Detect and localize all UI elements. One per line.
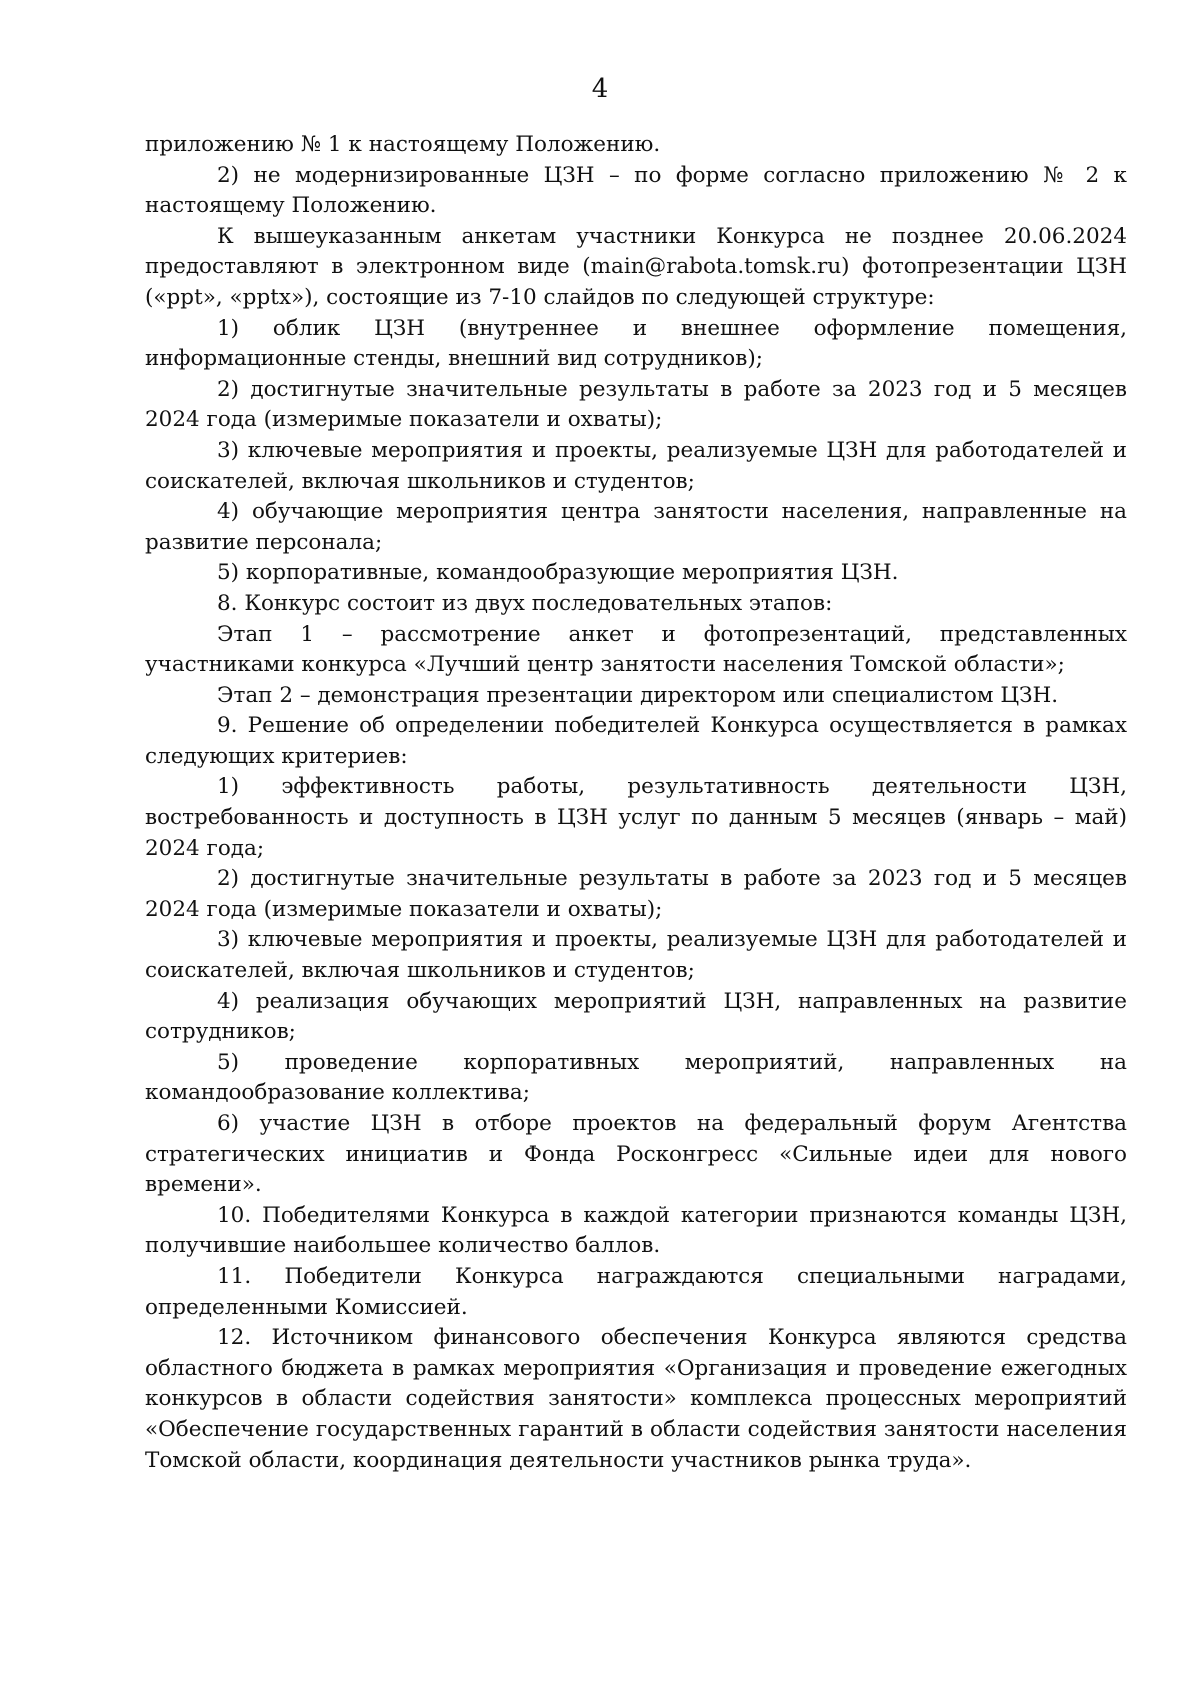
paragraph: приложению № 1 к настоящему Положению. — [145, 132, 661, 157]
list-item: 5) проведение корпоративных мероприятий, направленных на командообразование коллектива; — [145, 1049, 1127, 1106]
paragraph: 12. Источником финансового обеспечения Конкурса являются средства областного бюджета в рамках мероприятия «Организация и проведение ежегодных конкурсов в области содействия занятости» комплекса процессных мероприятий «Обеспечение государственных гарантий в области содействия занятости населения Томской области, координация деятельности участников рынка труда». — [145, 1325, 1127, 1473]
list-item: 3) ключевые мероприятия и проекты, реализуемые ЦЗН для работодателей и соискателей, включая школьников и студентов; — [145, 437, 1127, 494]
list-item: 3) ключевые мероприятия и проекты, реализуемые ЦЗН для работодателей и соискателей, включая школьников и студентов; — [145, 927, 1127, 984]
list-item: 1) эффективность работы, результативность деятельности ЦЗН, востребованность и доступность в ЦЗН услуг по данным 5 месяцев (январь – май) 2024 года; — [145, 774, 1127, 861]
paragraph: 9. Решение об определении победителей Конкурса осуществляется в рамках следующих критериев: — [145, 713, 1127, 769]
paragraph: 8. Конкурс состоит из двух последовательных этапов: — [217, 590, 833, 616]
paragraph: 11. Победители Конкурса награждаются специальными наградами, определенными Комиссией. — [145, 1263, 1127, 1320]
document-body — [145, 130, 1127, 1476]
list-item: 4) обучающие мероприятия центра занятости населения, направленные на развитие персонала; — [145, 499, 1127, 555]
paragraph: 2) не модернизированные ЦЗН – по форме согласно приложению № 2 к настоящему Положению. — [145, 162, 1127, 219]
list-item: 1) облик ЦЗН (внутреннее и внешнее оформление помещения, информационные стенды, внешний вид сотрудников); — [145, 315, 1127, 372]
paragraph: 10. Победителями Конкурса в каждой категории признаются команды ЦЗН, получившие наибольшее количество баллов. — [145, 1202, 1127, 1259]
paragraph: Этап 1 – рассмотрение анкет и фотопрезентаций, представленных участниками конкурса «Лучший центр занятости населения Томской области»; — [145, 621, 1127, 678]
list-item: 4) реализация обучающих мероприятий ЦЗН, направленных на развитие сотрудников; — [145, 988, 1127, 1045]
list-item: 2) достигнутые значительные результаты в работе за 2023 год и 5 месяцев 2024 года (измеримые показатели и охваты); — [145, 376, 1127, 433]
paragraph: Этап 2 – демонстрация презентации директором или специалистом ЦЗН. — [217, 682, 1059, 708]
list-item: 5) корпоративные, командообразующие мероприятия ЦЗН. — [217, 560, 899, 586]
page-number: 4 — [591, 74, 609, 104]
list-item: 6) участие ЦЗН в отборе проектов на федеральный форум Агентства стратегических инициатив и Фонда Росконгресс «Сильные идеи для нового времени». — [145, 1111, 1127, 1198]
list-item: 2) достигнутые значительные результаты в работе за 2023 год и 5 месяцев 2024 года (измеримые показатели и охваты); — [145, 866, 1127, 922]
paragraph: К вышеуказанным анкетам участники Конкурса не позднее 20.06.2024 предоставляют в электронном виде (main@rabota.tomsk.ru) фотопрезентации ЦЗН («ppt», «pptx»), состоящие из 7-10 слайдов по следующей структуре: — [145, 223, 1127, 310]
